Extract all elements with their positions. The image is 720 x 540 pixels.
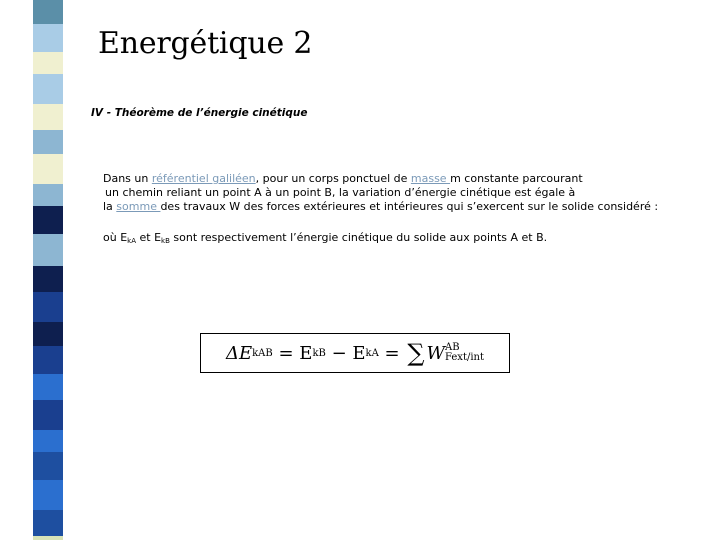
formula-equals-e: = E bbox=[272, 342, 313, 364]
text-run: la bbox=[103, 200, 117, 213]
formula-sub-ka: kA bbox=[365, 347, 379, 359]
formula-sub-fext: Fext/int bbox=[445, 352, 484, 363]
text-run: , pour un corps ponctuel de bbox=[255, 172, 411, 185]
text-run: des travaux W des forces extérieures et intérieures qui s’exercent sur le solide considéré : bbox=[160, 200, 659, 213]
stripe-block bbox=[33, 346, 63, 374]
stripe-block bbox=[33, 292, 63, 322]
slide-title: Energétique 2 bbox=[98, 26, 313, 61]
formula-work-w: W bbox=[426, 342, 445, 364]
paragraph-line-3 bbox=[103, 200, 683, 214]
stripe-block bbox=[33, 510, 63, 536]
formula-equals: = bbox=[378, 342, 406, 364]
stripe-block bbox=[33, 234, 63, 266]
text-run: sont respectivement l’énergie cinétique du solide aux points A et B. bbox=[169, 231, 548, 244]
section-heading: IV - Théorème de l’énergie cinétique bbox=[91, 107, 308, 119]
stripe-block bbox=[33, 266, 63, 292]
stripe-block bbox=[33, 184, 63, 206]
stripe-block bbox=[33, 24, 63, 52]
stripe-block bbox=[33, 374, 63, 400]
kinetic-energy-formula-box bbox=[200, 333, 510, 373]
paragraph-line-1 bbox=[103, 172, 683, 186]
formula-delta-e: ΔE bbox=[225, 342, 253, 364]
stripe-block bbox=[33, 452, 63, 480]
stripe-block bbox=[33, 74, 63, 104]
stripe-block bbox=[33, 130, 63, 154]
stripe-block bbox=[33, 104, 63, 130]
stripe-block bbox=[33, 400, 63, 430]
link-masse[interactable]: masse bbox=[410, 172, 451, 185]
link-referentiel-galileen[interactable]: référentiel galiléen bbox=[151, 172, 256, 185]
subscript-kB: kB bbox=[161, 237, 170, 245]
text-run: et E bbox=[136, 231, 162, 244]
definition-line bbox=[103, 231, 547, 245]
formula-sub-kb: kB bbox=[312, 347, 326, 359]
stripe-block bbox=[33, 154, 63, 184]
formula-sub-kab: kAB bbox=[252, 347, 273, 359]
stripe-block bbox=[33, 480, 63, 510]
stripe-block bbox=[33, 206, 63, 234]
stripe-block bbox=[33, 0, 63, 24]
formula-minus-e: − E bbox=[325, 342, 366, 364]
stripe-block bbox=[33, 536, 63, 540]
theorem-paragraph bbox=[103, 172, 683, 214]
stripe-block bbox=[33, 430, 63, 452]
text-run: Dans un bbox=[103, 172, 152, 185]
stripe-block bbox=[33, 52, 63, 74]
decorative-stripe bbox=[33, 0, 63, 540]
text-run: où E bbox=[103, 231, 128, 244]
stripe-block bbox=[33, 322, 63, 346]
formula-sup-ab: AB bbox=[445, 342, 460, 353]
subscript-kA: kA bbox=[127, 237, 136, 245]
text-run: m constante parcourant bbox=[450, 172, 583, 185]
link-somme[interactable]: somme bbox=[116, 200, 161, 213]
sum-symbol-icon: ∑ bbox=[407, 339, 425, 367]
paragraph-line-2: un chemin reliant un point A à un point B, la variation d’énergie cinétique est égale à bbox=[105, 186, 576, 199]
